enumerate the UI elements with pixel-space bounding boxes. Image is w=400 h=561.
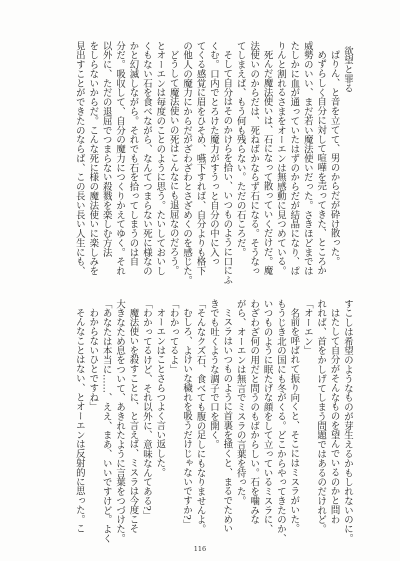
- dialogue-line: 「あなたは本当に……、ええ、まあ、いいですけど。よく: [100, 299, 112, 544]
- upper-text-block: [72, 41, 354, 288]
- page-number: 116: [193, 545, 207, 553]
- text-line: 名前を呼ばれて振り向くと、そこにはミスラがいた。: [288, 308, 300, 534]
- text-line: 死んだ魔法使いは、石になって散っていくだけだ。魔: [261, 50, 273, 276]
- text-line: の他人の魔力にからだがざわざわとさざめくのを感じた。: [181, 41, 193, 286]
- text-line: 大きなため息をついて、あきれたように言葉をつづけた。: [114, 299, 126, 544]
- text-line: オーエンはことさらつよく言い返した。: [154, 308, 166, 478]
- dialogue-line: むしろ、よけいな穢れを吸うだけじゃないですか?」: [181, 308, 193, 530]
- text-line: れれば、首をかしげてしまう問題ではあるのだけれど。: [315, 299, 327, 534]
- text-line: 法使いのからだは、死ねばかならず石になる。そうなっ: [248, 41, 260, 276]
- dialogue-line: わからないひとですね」: [87, 308, 99, 412]
- text-line: とオーエンは毎度のことのように思う。たいしておいし: [154, 41, 166, 276]
- text-line: どうして魔法使いの死はこんなにも退屈なのだろう。: [167, 50, 179, 276]
- chapter-heading: 欲望と罪る: [342, 45, 353, 93]
- text-line: りんと割れるさまをオーエンは無感動に見つめている。: [274, 41, 286, 276]
- text-line: ぱりん、と音を立てて、男のからだが砕け散った。: [328, 50, 340, 267]
- text-line: きでも吐くような調子で口を開く。: [207, 299, 219, 450]
- text-line: がら、オーエンは無言でミスラの言葉を待った。: [234, 299, 246, 506]
- lower-text-block: [72, 299, 354, 546]
- text-line: 魔法使いを殺すことに、と言えば、ミスラは今度こそ: [127, 308, 139, 534]
- dialogue-line: 「そんなクズ石、食べても腹の足しにもなりませんよ。: [194, 299, 206, 534]
- text-line: 以外に、ただの退屈でつまらない殺戮を楽しむ方法: [100, 41, 112, 257]
- text-line: めずらしく自分に対して喧嘩を売ってきた、ところか: [315, 50, 327, 276]
- text-line: 威勢のいい、まだ若い魔法使いだった。さきほどまでは: [301, 41, 313, 276]
- text-line: くむ。口内でとろけた魔力がすうっと自分の中に入っ: [207, 41, 219, 267]
- text-line: はたして自分がそんなものを望んでいるのかと問わ: [328, 308, 340, 525]
- text-line: 見出すことができたのならば、この長い長い人生にも、: [73, 41, 85, 276]
- text-line: 分だ。吸収して、自分の魔力につくりかえてゆく。それ: [114, 41, 126, 276]
- text-line: もうじき北の国にも冬がくる。どこからやってきたのか、: [274, 299, 286, 544]
- text-line: いつものように眠たげな顔をして立っているミスラに、: [261, 299, 273, 534]
- text-line: たしかに血が通っていたはずのからだが結晶になり、ぱ: [288, 41, 300, 276]
- text-line: すこしは希望のようなものが芽生えるかもしれないのに。: [342, 299, 353, 544]
- dialogue-line: 「わかってるよ」: [167, 299, 179, 375]
- text-line: そんなことはない、とオーエンは反射的に思った。こ: [73, 308, 85, 534]
- text-line: くもない石を食べながら、なんてつまらない死に様なの: [140, 41, 152, 276]
- text-line: わざわざ何の用だと問うのもばからしい。石を噛みな: [248, 299, 260, 525]
- text-line: てしまえば、もう何も残らない。ただの石ころだ。: [234, 41, 246, 257]
- dialogue-line: 「わかってるけど、それ以外に、意味なんてある?」: [140, 299, 152, 520]
- text-line: てくる感覚に眉をひそめ、嚥下すれば、自分よりも格下: [194, 41, 206, 276]
- text-line: ミスラはいつものように首裏を掻くと、まるでためい: [221, 308, 233, 534]
- text-line: そして自分はそのかけらを拾い、いつものように口にふ: [221, 50, 233, 286]
- dialogue-line: 「オーエン」: [301, 299, 313, 356]
- text-line: かと幻滅しながら。それでも石を拾ってしまうのは自: [127, 41, 139, 267]
- text-line: をしらないからだ。こんな死に様の魔法使いに楽しみを: [87, 41, 99, 276]
